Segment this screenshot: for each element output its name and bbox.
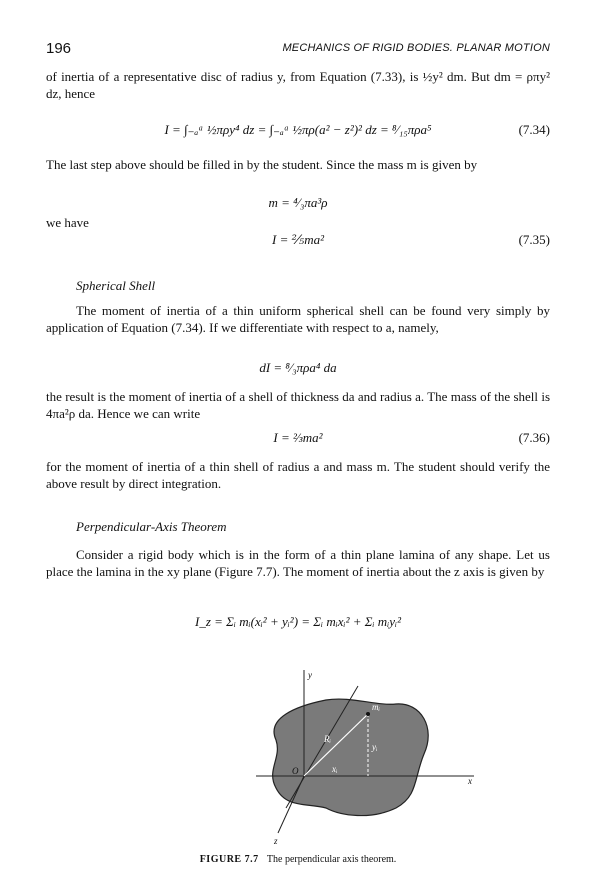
label-y: y [308,670,312,680]
equation-body: I = ⅔ma² [273,430,323,445]
label-mi: mᵢ [372,702,380,712]
perpendicular-axis-diagram [246,658,486,848]
equation-number: (7.34) [518,122,550,137]
equation-7-36 [46,430,550,450]
equation-7-35 [46,232,550,252]
page [46,0,550,893]
lamina-shape [273,699,429,816]
figure-caption [46,854,550,865]
equation-7-34 [46,122,550,142]
paragraph-2: The last step above should be filled in by the student. Since the mass m is given by [46,157,478,172]
paragraph-6: for the moment of inertia of a thin shell of radius a and mass m. The student should verify the above result by direct integration. [46,459,550,491]
equation-body: m = ⁴⁄₃πa³ρ [268,195,328,210]
equation-body: dI = ⁸⁄₃πρa⁴ da [259,360,337,375]
label-origin: O [292,766,299,776]
figure-7-7 [246,658,486,848]
label-ri: Rᵢ [324,734,331,744]
section-title-spherical-shell: Spherical Shell [76,278,156,293]
equation-body: I = ∫₋ₐᵃ ½πρy⁴ dz = ∫₋ₐᵃ ½πρ(a² − z²)² dz = ⁸⁄₁₅πρa⁵ [164,122,432,137]
paragraph-4: The moment of inertia of a thin uniform spherical shell can be found very simply by application of Equation (7.34). If we differentiate with respect to a, namely, [46,303,550,335]
equation-number: (7.35) [518,232,550,247]
label-z: z [274,836,278,846]
equation-dI [46,360,550,380]
caption-label: FIGURE 7.7 [199,854,259,865]
page-number: 196 [46,40,72,57]
equation-body: I_z = Σᵢ mᵢ(xᵢ² + yᵢ²) = Σᵢ mᵢxᵢ² + Σᵢ mᵢyᵢ² [195,614,401,629]
page-header [46,40,550,58]
mass-point [366,712,370,716]
paragraph-3: we have [46,215,89,230]
paragraph-5: the result is the moment of inertia of a shell of thickness da and radius a. The mass of the shell is 4πa²ρ da. Hence we can write [46,389,550,421]
label-yi: yᵢ [372,742,378,752]
caption-text: The perpendicular axis theorem. [266,854,397,865]
label-x: x [468,776,472,786]
equation-number: (7.36) [518,430,550,445]
paragraph-1: of inertia of a representative disc of radius y, from Equation (7.33), is ½y² dm. But dm = ρπy² dz, hence [46,69,550,101]
label-xi: xᵢ [332,764,338,774]
equation-mass [46,195,550,215]
section-title-perpendicular-axis: Perpendicular-Axis Theorem [76,519,227,534]
running-head: MECHANICS OF RIGID BODIES. PLANAR MOTION [282,42,550,54]
equation-body: I = ⅖ma² [272,232,324,247]
equation-iz [46,614,550,634]
paragraph-7: Consider a rigid body which is in the form of a thin plane lamina of any shape. Let us place the lamina in the xy plane (Figure 7.7). The moment of inertia about the z axis is given by [46,547,550,579]
